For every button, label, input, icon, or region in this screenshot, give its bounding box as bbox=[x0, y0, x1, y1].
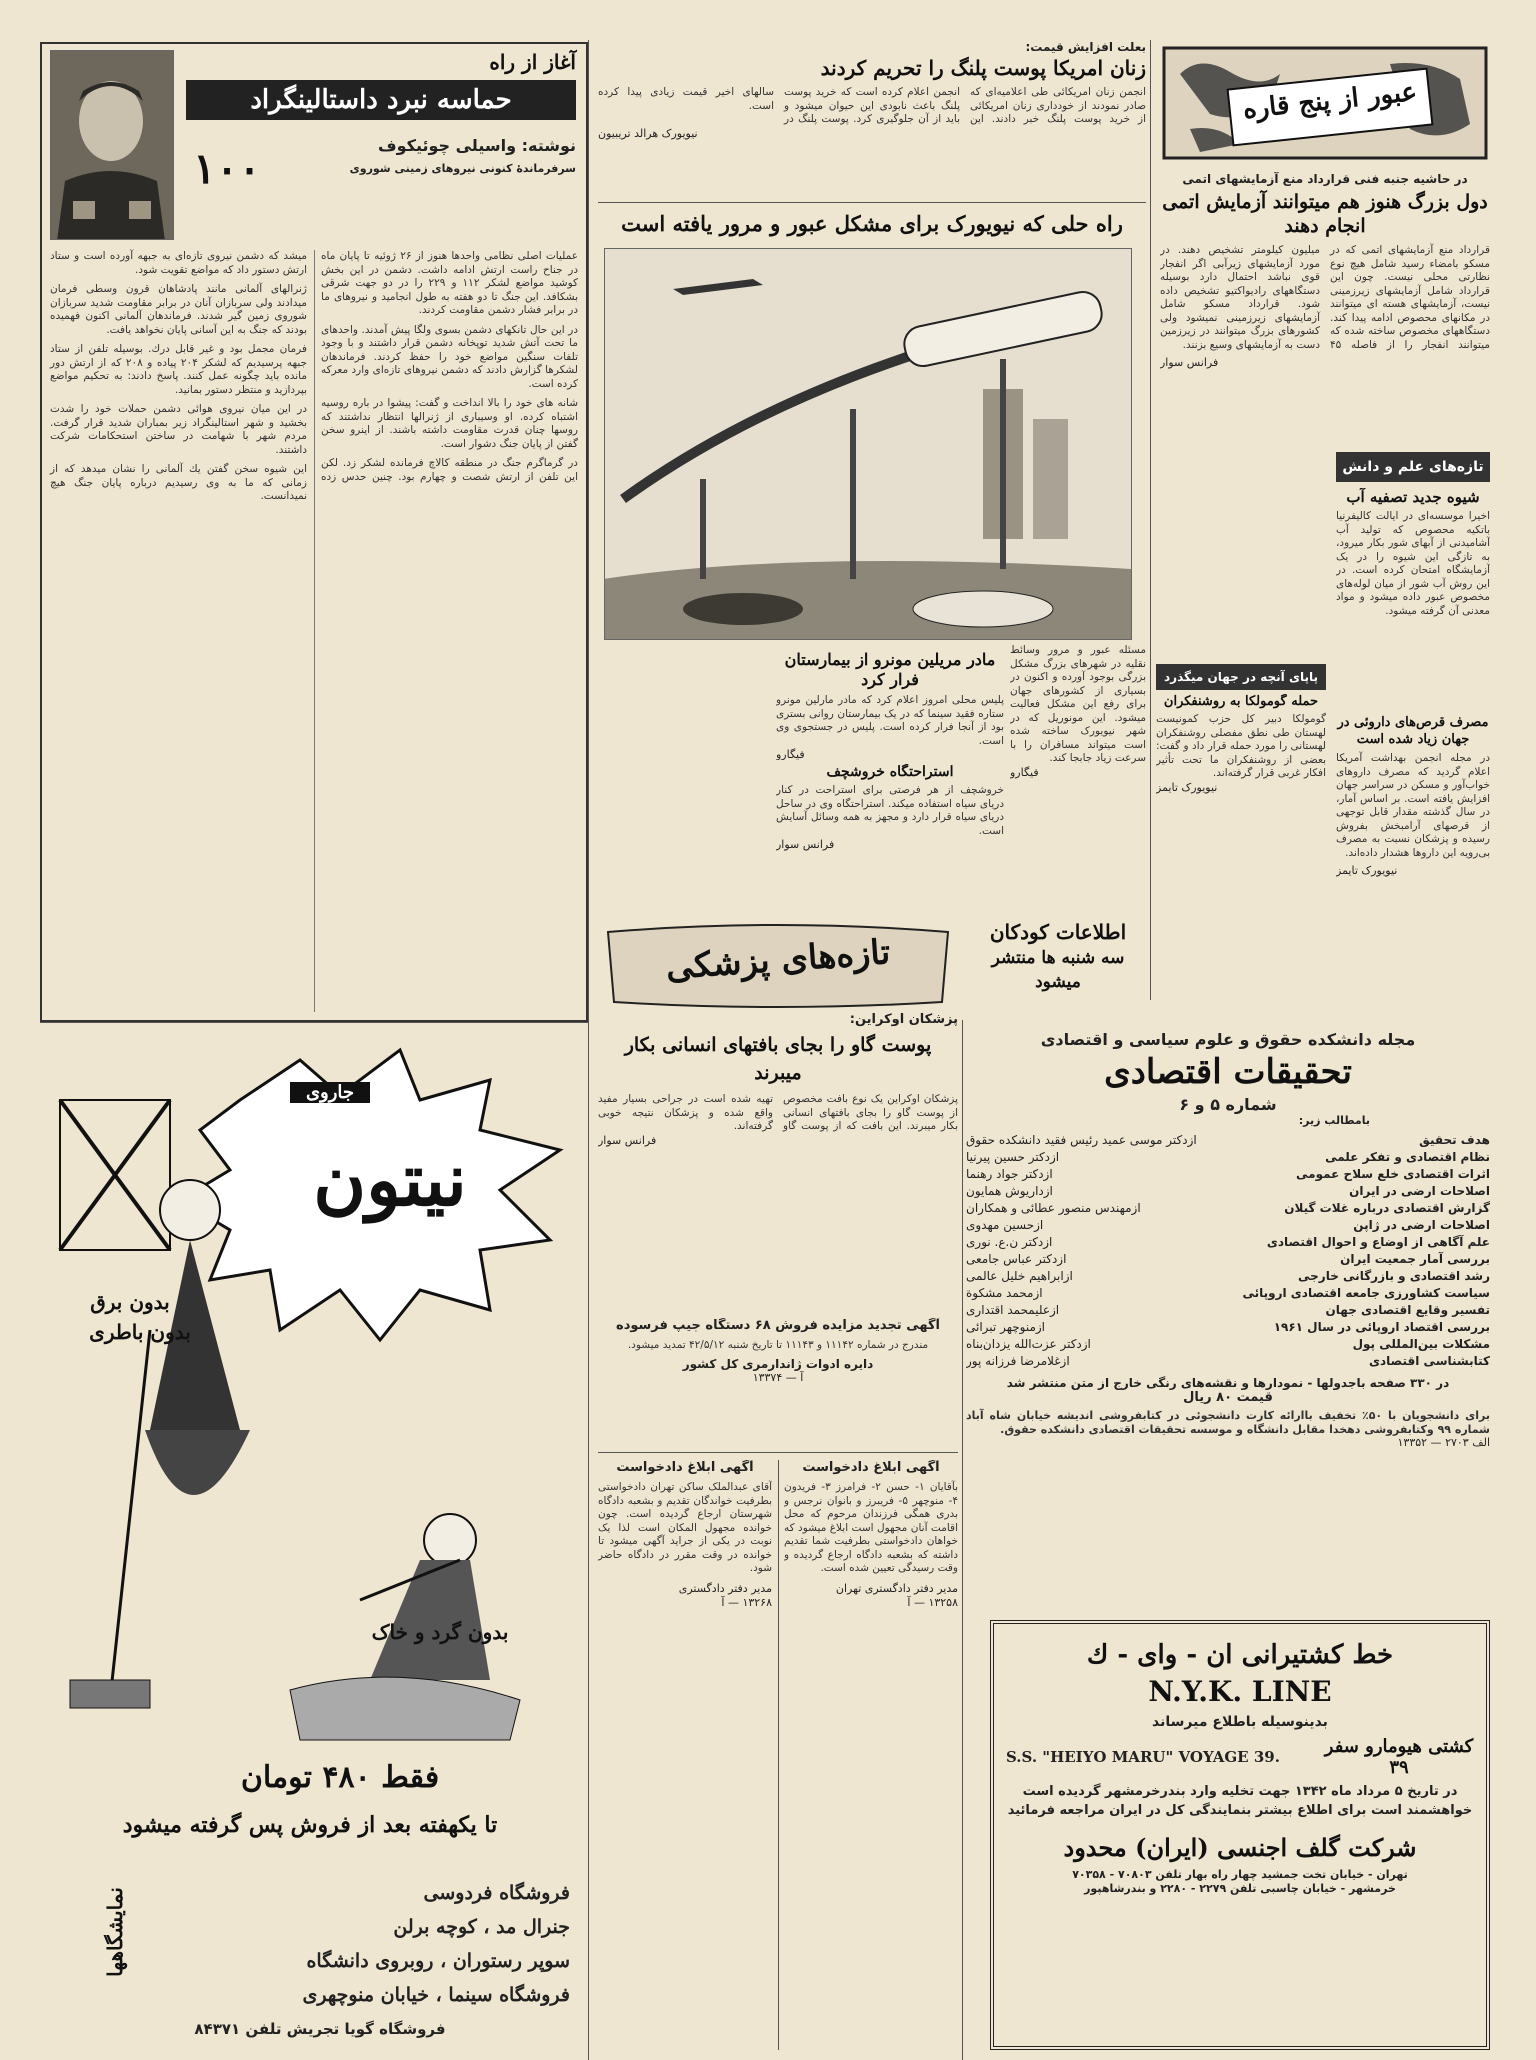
article-marilyn bbox=[776, 650, 1004, 760]
journal-item: بررسی اقتصاد اروپائی در سال ۱۹۶۱ ازمنوچهر تبرائی bbox=[966, 1320, 1490, 1334]
article-credit: فیگارو bbox=[1010, 765, 1039, 779]
column-rule bbox=[778, 1460, 779, 2050]
monorail-drawing bbox=[604, 249, 1131, 640]
nyk-address: تهران - خیابان تخت جمشید چهار راه بهار تلفن ۷۰۸۰۳ - ۷۰۳۵۸ bbox=[1072, 1868, 1408, 1881]
article-credit: نیویورک تایمز bbox=[1156, 780, 1218, 794]
nyk-title-fa: خط کشتیرانی ان - وای - ك bbox=[1086, 1640, 1394, 1670]
section-header-text: تازه‌های پزشکی bbox=[664, 932, 892, 988]
nyk-intro: بدینوسیله باطلاع میرساند bbox=[1152, 1714, 1328, 1730]
journal-item: گزارش اقتصادی درباره غلات گیلان ازمهندس منصور عطائی و همکاران bbox=[966, 1201, 1490, 1215]
serial-kicker: آغاز از راه bbox=[489, 50, 576, 74]
article-credit: نیویورک تایمز bbox=[1336, 864, 1398, 877]
serial-paragraph: عملیات اصلی نظامی واحدها هنوز از ۲۶ ژوئیه تا پایان ماه در جناح راست ارتش ادامه داشت. دشمن در این بخش کوشید مواضع لشکر ۱۱۲ و ۲۲۹ را در دو جهت شرقی بشکافد. این جنگ تا دو هفته به طول انجامید و نیروهای ما در برابر فشار دشمن مقاومت کردند. bbox=[321, 250, 579, 316]
ad-children-magazine bbox=[966, 918, 1150, 1018]
ad-outlets bbox=[190, 1876, 570, 2012]
ad-outlet: فروشگاه فردوسی bbox=[423, 1882, 570, 1904]
ad-price: فقط ۴۸۰ تومان bbox=[240, 1760, 440, 1795]
article-headline: استراحتگاه خروشچف bbox=[826, 764, 954, 780]
ad-tag: بدون گرد و خاک bbox=[371, 1620, 509, 1644]
ad-tag: بدون برق bbox=[90, 1290, 170, 1314]
journal-price: قیمت ۸۰ ریال bbox=[1183, 1390, 1273, 1405]
article-body: انجمن زنان امریکائی طی اعلامیه‌ای که صادر نمودند از خودداری زنان امریکائی از خرید پوست پلنگ خبر دادند. این انجمن اعلام کرده است که خرید پوست پلنگ باعث نابودی این حیوان میشود و باید از آن جلوگیری کرد. پوست پلنگ در سالهای اخیر قیمت زیادی پیدا کرده است. bbox=[598, 86, 1146, 125]
journal-issue: شماره ۵ و ۶ bbox=[1179, 1095, 1277, 1114]
journal-item: اصلاحات ارضی در ژاپن ازحسین مهدوی bbox=[966, 1218, 1490, 1232]
ad-nylon-sweeper bbox=[40, 1040, 580, 2050]
journal-item: هدف تحقیق ازدکتر موسی عمید رئیس فقید دانشکده حقوق bbox=[966, 1133, 1490, 1147]
article-body: گومولکا دبیر کل حزب کمونیست لهستان طی نطق مفصلی روشنفکران لهستانی را مورد حمله قرار داد و گفت: بعضی از روشنفکران ما تحت تأثیر افکار غربی قرار گرفته‌اند. bbox=[1156, 713, 1326, 779]
column-rule bbox=[588, 40, 589, 2060]
article-kicker: پزشکان اوکراین: bbox=[849, 1012, 958, 1027]
notice-body: بآقایان ۱- حسن ۲- فرامرز ۳- فریدون ۴- منوچهر ۵- فریبرز و بانوان نرجس و بدری همگی فرزندان مرحوم که محل اقامت آنان مجهول است ابلاغ میشود که خواهان دادخواستی بطرفیت شما تقدیم داشته که بشعبه دادگاه ارجاع گردیده و وقت رسیدگی تعیین شده است. bbox=[784, 1481, 958, 1574]
article-gomulka bbox=[1156, 694, 1326, 1004]
article-credit: فرانس سوار bbox=[776, 838, 835, 851]
article-body: مسئله عبور و مرور وسائط نقلیه در شهرهای بزرگ مشکل بزرگی بوجود آورده و اکنون در بسیاری از کشورهای جهان برای رفع این مشکل فعالیت میشود. این مونوریل که در شهر نیویورک ساخته شده است میتواند مسافران را با سرعت زیاد جابجا کند. bbox=[1010, 644, 1146, 764]
notice-title: آگهی تجدید مزایده فروش ۶۸ دستگاه جیپ فرسوده bbox=[616, 1318, 940, 1333]
notice-code: آ — ۱۳۳۷۴ bbox=[752, 1370, 804, 1384]
section-rule bbox=[40, 1022, 588, 1023]
journal-item: سیاست کشاورزی جامعه اقتصادی اروپائی ازمحمد مشکوة bbox=[966, 1286, 1490, 1300]
serial-author: نوشته: واسیلی چوئیکوف bbox=[378, 136, 576, 155]
article-credit: فرانس سوار bbox=[598, 1133, 657, 1147]
article-body: اخیرا موسسه‌ای در ایالت کالیفرنیا باتکیه محصوص که تولید آب آشامیدنی از آبهای شور بکار میرود، به تازگی این شیوه را در یک آزمایشگاه امتحان کرده است. در این روش آب شور از میان لوله‌های مخصوص عبور داده میشود و مواد معدنی آن گرفته میشود. bbox=[1336, 510, 1490, 617]
ad-tag: بدون باطری bbox=[89, 1320, 191, 1344]
ad-outlet: جنرال مد ، کوچه برلن bbox=[393, 1916, 570, 1938]
journal-kicker: مجله دانشکده حقوق و علوم سیاسی و اقتصادی bbox=[1040, 1030, 1416, 1049]
serial-paragraph: در گرماگرم جنگ در منطقه کالاچ فرمانده لشکر زد. لکن این تلفن از ارتش شصت و چهارم بود. چنین حدس زده میشد که دشمن نیروی تازه‌ای به جبهه آورده است و ستاد ارتش دستور داد که مواضع تقویت شود. bbox=[50, 250, 578, 483]
article-headline: دول بزرگ هنوز هم میتوانند آزمایش اتمی انجام دهند bbox=[1162, 191, 1488, 237]
nyk-ship-en: S.S. "HEIYO MARU" VOYAGE 39. bbox=[1006, 1748, 1280, 1766]
monorail-caption bbox=[1010, 644, 1146, 904]
ad-guarantee: تا یکهفته بعد از فروش پس گرفته میشود bbox=[122, 1812, 498, 1838]
notice-code: ۱۳۲۵۸ — آ bbox=[907, 1595, 958, 1609]
article-pills bbox=[1336, 714, 1490, 1014]
serial-paragraph: این شیوه سخن گفتن یك آلمانی را نشان میدهد که از زمانی که ما به وی رسیدیم درباره پایان جنگ هیچ نمیدانست. bbox=[50, 463, 307, 502]
ad-subtitle: سه شنبه ها منتشر میشود bbox=[991, 948, 1125, 992]
monorail-illustration bbox=[604, 248, 1132, 640]
notice-auction bbox=[598, 1318, 958, 1448]
article-water bbox=[1336, 488, 1490, 708]
article-kicker: بعلت افزایش قیمت: bbox=[1025, 40, 1146, 54]
notice-lawsuit-1 bbox=[784, 1460, 958, 2060]
journal-item: رشد اقتصادی و بازرگانی خارجی ازابراهیم خلیل عالمی bbox=[966, 1269, 1490, 1283]
article-credit: نیویورک هرالد تریبیون bbox=[598, 126, 698, 140]
notice-signature: مدیر دفتر دادگستری bbox=[678, 1581, 772, 1595]
notice-title: آگهی ابلاغ دادخواست bbox=[616, 1460, 754, 1475]
article-headline: راه حلی که نیویورک برای مشکل عبور و مرور یافته است bbox=[621, 211, 1123, 236]
ad-economic-journal bbox=[966, 1030, 1490, 1590]
section-rule bbox=[598, 1452, 958, 1453]
article-body: خروشچف از هر فرصتی برای استراحت در کنار دریای سیاه استفاده میکند. استراحتگاه وی در ساحل دریای سیاه قرار دارد و مجهز به همه وسائل آسایش است. bbox=[776, 784, 1004, 837]
journal-item: تفسیر وقایع اقتصادی جهان ازعلیمحمد اقتداری bbox=[966, 1303, 1490, 1317]
journal-item: بررسی آمار جمعیت ایران ازدکتر عباس جامعی bbox=[966, 1252, 1490, 1266]
article-body: پزشکان اوکراین یک نوع بافت مخصوص از پوست گاو را بجای بافتهای انسانی بکار میبرند. این بافت که از پوست گاو تهیه شده است در جراحی بسیار مفید واقع شده و پزشکان نتیجه خوبی گرفته‌اند. bbox=[598, 1093, 958, 1132]
article-headline: حمله گومولکا به روشنفکران bbox=[1163, 694, 1319, 709]
journal-item: علم آگاهی از اوضاع و احوال اقتصادی ازدکتر ن.ع. نوری bbox=[966, 1235, 1490, 1249]
serial-episode: ۱۰۰ bbox=[193, 144, 261, 193]
article-body: پلیس محلی امروز اعلام کرد که مادر مارلین مونرو ستاره فقید سینما که در یک بیمارستان روانی بستری بود از آنجا فرار کرده است. پلیس در جستجوی وی است. bbox=[776, 694, 1004, 747]
journal-item: مشکلات بین‌المللی پول ازدکتر عزت‌الله یزدان‌بناه bbox=[966, 1337, 1490, 1351]
notice-code: ۱۳۲۶۸ — آ bbox=[721, 1595, 772, 1609]
notice-body: آقای عبدالملک ساکن تهران دادخواستی بطرفیت خواندگان تقدیم و بشعبه دادگاه شهرستان ارجاع گردیده است. چون خوانده مجهول المکان است لذا یک نوبت در یکی از جراید آگهی میشود تا خوانده در وقت مقرر در دادگاه حاضر شود. bbox=[598, 1481, 772, 1574]
journal-contents bbox=[966, 1132, 1490, 1370]
nyk-address: خرمشهر - خیابان چاسبی تلفن ۲۲۷۹ - ۲۲۸۰ و بندرشاهپور bbox=[1084, 1882, 1396, 1895]
journal-details: در ۳۳۰ صفحه باجدولها - نمودارها و نقشه‌های رنگی خارج از متن منتشر شد bbox=[1006, 1376, 1450, 1390]
serial-stalingrad bbox=[40, 42, 588, 1022]
article-headline: پوست گاو را بجای بافتهای انسانی بکار میبرند bbox=[624, 1034, 932, 1084]
serial-paragraph: شانه های خود را بالا انداخت و گفت: پیشوا در باره روسیه اشتباه کرده. او وسیباری از ژنرالها انتظار نداشتند که روسها چنان قدرت مقاومت داشته باشند. از اینرو سخن گفتن از پایان جنگ دشوار است. bbox=[321, 397, 578, 450]
article-kicker: در حاشیه جنبه فنی قرارداد منع آزمایشهای اتمی bbox=[1182, 172, 1468, 186]
ad-outlet: فروشگاه سینما ، خیابان منوچهری bbox=[302, 1984, 570, 2006]
banner-five-continents bbox=[1160, 44, 1490, 162]
journal-item: کتابشناسی اقتصادی ازغلامرضا فرزانه پور bbox=[966, 1354, 1490, 1368]
journal-contents-label: بامطالب زیر: bbox=[1298, 1114, 1370, 1127]
nyk-body: خواهشمند است برای اطلاع بیشتر بنمایندگی کل در ایران مراجعه فرمائید bbox=[1007, 1803, 1473, 1818]
article-headline: زنان امریکا پوست پلنگ را تحریم کردند bbox=[820, 56, 1146, 80]
portrait-drawing bbox=[50, 51, 173, 240]
notice-signature: دایره ادوات ژاندارمری کل کشور bbox=[682, 1356, 874, 1371]
section-header-text: پاپای آنچه در جهان میگذرد bbox=[1164, 670, 1318, 684]
ad-title: اطلاعات کودکان bbox=[989, 920, 1127, 944]
section-header-text: تازه‌های علم و دانش bbox=[1342, 459, 1484, 475]
article-credit: فرانس سوار bbox=[1160, 356, 1219, 369]
journal-code: الف ۲۷۰۳ — ۱۳۳۵۲ bbox=[1397, 1436, 1490, 1449]
notice-body: مندرج در شماره ۱۱۱۴۲ و ۱۱۱۴۳ تا تاریخ شنبه ۴۲/۵/۱۲ تمدید میشود. bbox=[627, 1339, 929, 1351]
ad-outlets-label: نمایشگاهها bbox=[103, 1887, 127, 1977]
column-rule bbox=[962, 1020, 963, 2060]
journal-discount: برای دانشجویان با ۵۰٪ تخفیف باارائه کارت دانشجوئی در کتابفروشی اندیشه خیابان شاه آباد شماره ۹۹ وکتابفروشی دهخدا مقابل دانشگاه و موسسه تحقیقات اقتصادی دانشکده حقوق. bbox=[966, 1409, 1490, 1436]
article-headline: مصرف قرص‌های داروئی در جهان زیاد شده است bbox=[1337, 715, 1489, 747]
notice-signature: مدیر دفتر دادگستری تهران bbox=[835, 1581, 958, 1595]
nyk-company: شرکت گلف اجنسی (ایران) محدود bbox=[1063, 1833, 1417, 1862]
ad-outlet: سوپر رستوران ، روبروی دانشگاه bbox=[306, 1950, 570, 1972]
serial-paragraph: فرمان مجمل بود و غیر قابل درك. بوسیله تلفن از ستاد جبهه پرسیدیم که لشکر ۲۰۴ پیاده و ۲۰۸ که از ارتش دور مانده باید چگونه عمل کنند. پاسخ دادند: به تحکیم مواضع بپردازید و منتظر دستور بمانید. bbox=[50, 343, 307, 396]
notice-title: آگهی ابلاغ دادخواست bbox=[802, 1460, 940, 1475]
article-headline: مادر مریلین مونرو از بیمارستان فرار کرد bbox=[784, 650, 996, 689]
ad-brand: نیتون bbox=[313, 1137, 467, 1222]
article-headline: شیوه جدید تصفیه آب bbox=[1346, 488, 1480, 506]
ad-footer: فروشگاه گویا تجریش تلفن ۸۴۳۷۱ bbox=[194, 2020, 446, 2038]
journal-item: نظام اقتصادی و تفکر علمی ازدکتر حسین پیرنیا bbox=[966, 1150, 1490, 1164]
section-rule bbox=[598, 202, 1146, 203]
serial-author-title: سرفرماندهٔ کنونی نیروهای زمینی شوروی bbox=[349, 162, 576, 175]
journal-item: اصلاحات ارضی در ایران ازداریوش همایون bbox=[966, 1184, 1490, 1198]
article-body: قرارداد منع آزمایشهای اتمی که در مسکو بامضاء رسید شامل هیچ نوع نظارتی محلی نیست. چون این قرارداد شامل آزمایشهای زیرزمینی نیست، آزمایشهای هسته ای میتوانند در مکانهای محصوص ادامه پیدا کند. دستگاههای مخصوص ساخته شده که میتوانند انفجار را از فاصله ۴۵ میلیون کیلومتر تشخیص دهند. در مورد آزمایشهای زیرآبی اگر انفجار قوی نباشد احتمال دارد بوسیله دستگاههای رادیواکتیو تشخیص داده شود. قرارداد مسکو شامل آزمایشهای زیرزمینی نمیشود ولی کشورهای بزرگ میتوانند در زیرزمین دست به آزمایشهای وسیع بزنند. bbox=[1160, 244, 1490, 351]
article-body: در مجله انجمن بهداشت آمریکا اعلام گردید که مصرف داروهای خواب‌آور و مسکن در سراسر جهان افزایش یافته است. بر اساس آمار، در سال گذشته مقدار قابل توجهی از قرصهای آرامبخش بفروش رسیده و پزشکان نسبت به مصرف بی‌رویه این داروها هشدار داده‌اند. bbox=[1336, 752, 1490, 859]
journal-item: اثرات اقتصادی خلع سلاح عمومی ازدکتر جواد رهنما bbox=[966, 1167, 1490, 1181]
serial-title: حماسه نبرد داستالینگراد bbox=[186, 80, 576, 120]
section-header-medical bbox=[598, 920, 958, 1010]
article-credit: فیگارو bbox=[776, 748, 805, 760]
notice-lawsuit-2 bbox=[598, 1460, 772, 2060]
nyk-title-en: N.Y.K. LINE bbox=[1148, 1675, 1332, 1708]
article-khrushchev bbox=[776, 764, 1004, 914]
column-rule bbox=[1150, 40, 1151, 1000]
section-header-world bbox=[1156, 664, 1326, 690]
serial-paragraph: ژنرالهای آلمانی مانند پادشاهان قرون وسطی فرمان میدادند ولی سربازان آنان در برابر مقاومت شدید سربازان شوروی زمین گیر شدند. فرماندهان آلمانی اکنون فهمیده بودند که جنگ به این آسانی پایان نخواهد یافت. bbox=[50, 283, 307, 336]
ad-nyk-line bbox=[990, 1620, 1490, 2050]
serial-paragraph: در این میان نیروی هوائی دشمن حملات خود را شدت بخشید و شهر استالینگراد زیر بمباران شدید قرار گرفت. مردم شهر با شهامت در ساختن استحکامات شرکت داشتند. bbox=[50, 403, 307, 456]
banner-title: عبور از پنج قاره bbox=[1241, 76, 1419, 126]
monorail-headline-box bbox=[598, 206, 1146, 246]
serial-paragraph: در این حال تانکهای دشمن بسوی ولگا پیش آمدند. واحدهای ما تحت آتش شدید توپخانه دشمن قرار داشتند و با وجود تلفات سنگین مواضع خود را حفظ کردند. فرماندهان لشکرها گزارش دادند که دشمن نیروهای تازه‌ای وارد معرکه کرده است. bbox=[321, 323, 578, 390]
serial-body bbox=[50, 250, 578, 1012]
ad-brand-small: جاروی bbox=[290, 1082, 370, 1103]
journal-title: تحقیقات اقتصادی bbox=[1104, 1052, 1352, 1092]
article-leopard bbox=[598, 40, 1146, 200]
author-portrait bbox=[50, 50, 174, 240]
nyk-ship-fa: کشتی هیومارو سفر ۳۹ bbox=[1324, 1736, 1474, 1778]
section-header-science bbox=[1336, 452, 1490, 482]
nyk-ship-row bbox=[1006, 1736, 1474, 1778]
nyk-body: در تاریخ ۵ مرداد ماه ۱۳۴۲ جهت تخلیه وارد بندرخرمشهر گردیده است bbox=[1022, 1784, 1458, 1799]
